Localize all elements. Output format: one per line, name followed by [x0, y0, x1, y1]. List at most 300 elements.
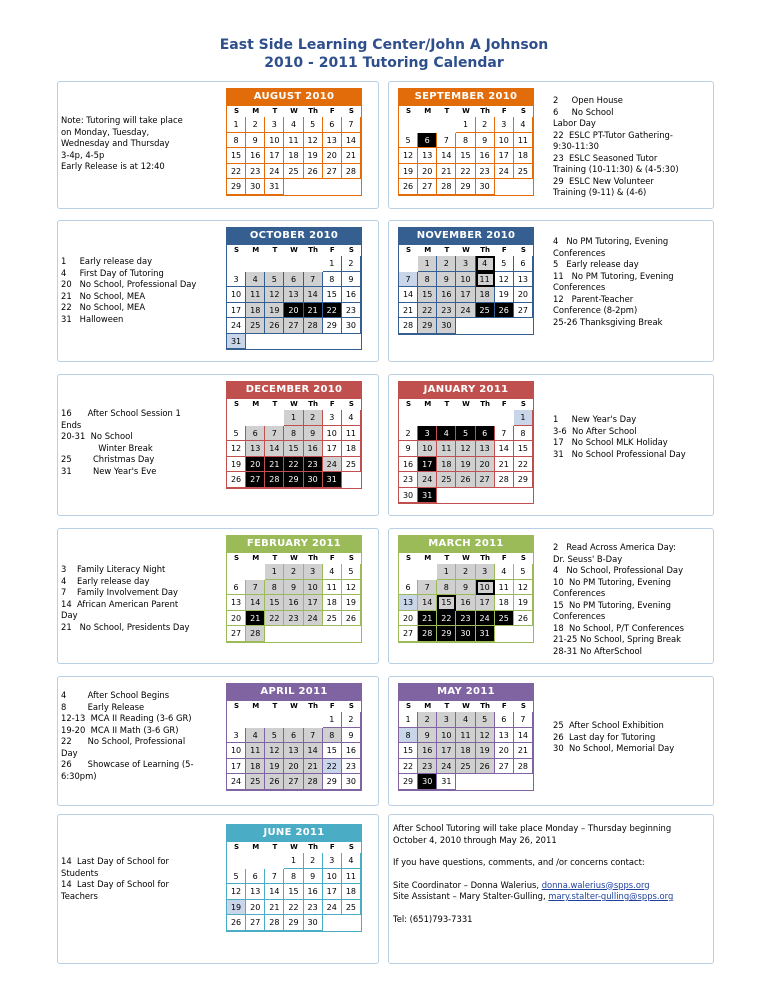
day-cell: 20: [246, 900, 265, 916]
day-cell: 17: [495, 148, 514, 164]
left-event-notes: [61, 564, 189, 633]
weekday-header: S: [348, 702, 354, 710]
day-cell: 24: [476, 611, 495, 627]
weekday-header: Th: [480, 246, 491, 254]
day-cell: 17: [323, 441, 342, 457]
note-line: Training (9-11) & (4-6): [553, 187, 647, 197]
assistant-email-link[interactable]: mary.stalter-gulling@spps.org: [548, 891, 674, 901]
weekday-header: Th: [308, 107, 319, 115]
day-cell: 16: [418, 743, 437, 759]
weekday-header: T: [272, 400, 278, 408]
coordinator-label: Site Coordinator – Donna Walerius,: [393, 879, 542, 890]
empty-day-cell: [456, 318, 475, 334]
day-cell: 17: [304, 595, 323, 611]
day-cell: 9: [476, 133, 495, 149]
empty-day-cell: [265, 410, 284, 426]
note-line: 2 Read Across America Day:: [553, 542, 676, 552]
weekday-header: F: [501, 246, 507, 254]
day-cell: 7: [437, 133, 456, 149]
day-cell: 10: [227, 743, 246, 759]
day-cell: 7: [265, 426, 284, 442]
day-cell: 8: [265, 580, 284, 596]
note-line: 31 Halloween: [61, 313, 124, 324]
day-cell: 27: [246, 472, 265, 488]
day-cell: 25: [437, 472, 456, 488]
empty-day-cell: [246, 712, 265, 728]
coordinator-email-link[interactable]: donna.walerius@spps.org: [541, 879, 650, 890]
day-cell: 22: [418, 303, 437, 319]
day-cell: 11: [342, 869, 361, 885]
empty-day-cell: [265, 712, 284, 728]
day-cell: 10: [418, 441, 437, 457]
empty-day-cell: [342, 179, 361, 195]
day-cell: 20: [418, 164, 437, 180]
day-cell: 26: [456, 472, 475, 488]
day-cell: 17: [437, 743, 456, 759]
day-cell: 7: [514, 712, 533, 728]
day-cell: 7: [265, 869, 284, 885]
day-cell: 4: [437, 426, 456, 442]
day-cell: 21: [246, 611, 265, 627]
left-day-grid: [226, 553, 362, 643]
note-line: 14 Last Day of School for: [61, 856, 170, 866]
day-cell: 4: [246, 728, 265, 744]
day-cell: 21: [418, 611, 437, 627]
day-cell: 23: [456, 611, 475, 627]
day-cell: 8: [323, 272, 342, 288]
note-line: 2 Open House: [553, 95, 623, 105]
day-cell: 14: [246, 595, 265, 611]
day-cell: 1: [227, 117, 246, 133]
left-day-grid: [226, 245, 362, 350]
day-cell: 15: [437, 595, 456, 611]
day-cell: 26: [399, 179, 418, 195]
note-line: 19-20 MCA II Math (3-6 GR): [61, 724, 179, 735]
weekday-header: S: [520, 554, 526, 562]
note-line: 26 Last day for Tutoring: [553, 731, 656, 742]
page-subtitle: 2010 - 2011 Tutoring Calendar: [264, 55, 504, 71]
right-month-title: MARCH 2011: [398, 535, 534, 553]
weekday-header: S: [520, 107, 526, 115]
day-cell: 23: [304, 457, 323, 473]
right-event-notes: [553, 414, 686, 460]
day-cell: 6: [227, 580, 246, 596]
empty-day-cell: [265, 853, 284, 869]
day-cell: 5: [227, 426, 246, 442]
day-cell: 25: [246, 318, 265, 334]
right-calendar: [398, 227, 534, 335]
day-cell: 5: [476, 712, 495, 728]
day-cell: 22: [284, 900, 303, 916]
note-line: 1 Early release day: [61, 256, 153, 266]
empty-day-cell: [304, 334, 323, 350]
weekday-header: M: [424, 702, 432, 710]
note-line: 21-25 No School, Spring Break: [553, 634, 682, 644]
day-cell: 23: [284, 611, 303, 627]
day-cell: 25: [495, 611, 514, 627]
day-cell: 24: [304, 611, 323, 627]
empty-day-cell: [227, 410, 246, 426]
weekday-header: W: [290, 843, 298, 851]
right-event-notes: [553, 236, 674, 328]
day-cell: 13: [284, 743, 303, 759]
empty-day-cell: [304, 712, 323, 728]
day-cell: 10: [456, 272, 475, 288]
day-cell: 13: [418, 148, 437, 164]
weekday-header: S: [406, 554, 412, 562]
day-cell: 31: [437, 774, 456, 790]
note-line: 4 After School Begins: [61, 690, 170, 700]
day-cell: 9: [418, 728, 437, 744]
day-cell: 21: [399, 303, 418, 319]
day-cell: 24: [456, 303, 475, 319]
day-cell: 27: [495, 759, 514, 775]
empty-day-cell: [495, 410, 514, 426]
weekday-header: F: [501, 554, 507, 562]
weekday-header: F: [501, 400, 507, 408]
day-cell: 25: [342, 900, 361, 916]
note-line: on Monday, Tuesday,: [61, 126, 150, 137]
note-line: 25 Christmas Day: [61, 454, 155, 464]
day-cell: 26: [495, 303, 514, 319]
day-cell: 6: [323, 117, 342, 133]
day-cell: 4: [246, 272, 265, 288]
day-cell: 28: [304, 774, 323, 790]
weekday-header: S: [234, 843, 240, 851]
day-cell: 18: [246, 759, 265, 775]
empty-day-cell: [246, 410, 265, 426]
day-cell: 31: [323, 472, 342, 488]
day-cell: 7: [418, 580, 437, 596]
day-cell: 13: [399, 595, 418, 611]
note-line: Training (10-11:30) & (4-5:30): [553, 164, 679, 174]
right-event-notes: [553, 720, 674, 755]
day-cell: 7: [495, 426, 514, 442]
weekday-header: M: [252, 702, 260, 710]
day-cell: 22: [437, 611, 456, 627]
day-cell: 27: [418, 179, 437, 195]
weekday-header: M: [424, 246, 432, 254]
day-cell: 11: [456, 728, 475, 744]
day-cell: 8: [323, 728, 342, 744]
day-cell: 29: [284, 472, 303, 488]
weekday-header: W: [290, 246, 298, 254]
day-cell: 12: [227, 884, 246, 900]
day-cell: 17: [265, 148, 284, 164]
day-cell: 20: [399, 611, 418, 627]
day-cell: 12: [227, 441, 246, 457]
day-cell: 16: [342, 743, 361, 759]
weekday-header: F: [329, 107, 335, 115]
weekday-header: T: [272, 843, 278, 851]
day-cell: 30: [304, 915, 323, 931]
empty-day-cell: [304, 256, 323, 272]
empty-day-cell: [514, 774, 533, 790]
day-cell: 10: [323, 869, 342, 885]
day-cell: 11: [246, 743, 265, 759]
note-line: 14 African American Parent: [61, 598, 179, 609]
weekday-header: S: [348, 843, 354, 851]
left-event-notes: [61, 256, 196, 325]
weekday-header: T: [272, 702, 278, 710]
empty-day-cell: [227, 564, 246, 580]
left-calendar: [226, 227, 362, 350]
empty-day-cell: [265, 256, 284, 272]
day-cell: 9: [342, 272, 361, 288]
note-line: Winter Break: [61, 442, 153, 453]
day-cell: 1: [323, 712, 342, 728]
day-cell: 15: [227, 148, 246, 164]
june-day-grid: [226, 842, 362, 932]
day-cell: 21: [304, 759, 323, 775]
empty-day-cell: [456, 774, 475, 790]
weekday-header: Th: [480, 702, 491, 710]
day-cell: 6: [495, 712, 514, 728]
note-line: 8 Early Release: [61, 701, 145, 712]
day-cell: 2: [304, 410, 323, 426]
day-cell: 21: [265, 457, 284, 473]
day-cell: 10: [265, 133, 284, 149]
day-cell: 22: [265, 611, 284, 627]
empty-day-cell: [399, 117, 418, 133]
day-cell: 19: [265, 759, 284, 775]
note-line: Wednesday and Thursday: [61, 138, 170, 148]
empty-day-cell: [323, 915, 342, 931]
note-line: Note: Tutoring will take place: [61, 115, 183, 125]
left-event-notes: [61, 690, 194, 782]
empty-day-cell: [437, 117, 456, 133]
day-cell: 18: [456, 743, 475, 759]
day-cell: 23: [342, 303, 361, 319]
day-cell: 16: [342, 287, 361, 303]
note-line: Dr. Seuss' B-Day: [553, 553, 623, 564]
note-line: 3 Family Literacy Night: [61, 564, 166, 574]
day-cell: 19: [399, 164, 418, 180]
day-cell: 2: [304, 853, 323, 869]
weekday-header: F: [501, 702, 507, 710]
day-cell: 27: [284, 318, 303, 334]
empty-day-cell: [284, 179, 303, 195]
weekday-header: M: [424, 400, 432, 408]
day-cell: 27: [246, 915, 265, 931]
left-month-title: OCTOBER 2010: [226, 227, 362, 245]
weekday-header: Th: [308, 400, 319, 408]
day-cell: 5: [399, 133, 418, 149]
day-cell: 22: [323, 303, 342, 319]
weekday-header: T: [272, 554, 278, 562]
note-line: Conferences: [553, 588, 606, 598]
day-cell: 3: [495, 117, 514, 133]
day-cell: 4: [342, 853, 361, 869]
note-line: 11 No PM Tutoring, Evening: [553, 270, 674, 281]
empty-day-cell: [246, 256, 265, 272]
day-cell: 9: [342, 728, 361, 744]
empty-day-cell: [342, 915, 361, 931]
weekday-header: S: [348, 246, 354, 254]
day-cell: 5: [227, 869, 246, 885]
day-cell: 3: [227, 272, 246, 288]
empty-day-cell: [495, 318, 514, 334]
day-cell: 1: [437, 564, 456, 580]
note-line: 9:30-11:30: [553, 141, 599, 151]
empty-day-cell: [476, 488, 495, 504]
day-cell: 23: [437, 303, 456, 319]
empty-day-cell: [399, 410, 418, 426]
day-cell: 12: [456, 441, 475, 457]
weekday-header: S: [348, 107, 354, 115]
weekday-header: W: [462, 246, 470, 254]
day-cell: 20: [495, 743, 514, 759]
left-event-notes: [61, 408, 181, 477]
day-cell: 18: [342, 884, 361, 900]
day-cell: 19: [514, 595, 533, 611]
day-cell: 21: [437, 164, 456, 180]
day-cell: 13: [227, 595, 246, 611]
day-cell: 30: [342, 318, 361, 334]
day-cell: 3: [456, 256, 475, 272]
day-cell: 25: [514, 164, 533, 180]
day-cell: 18: [246, 303, 265, 319]
day-cell: 9: [246, 133, 265, 149]
empty-day-cell: [227, 853, 246, 869]
note-line: 3-4p, 4-5p: [61, 149, 105, 160]
note-line: Early Release is at 12:40: [61, 161, 165, 171]
right-calendar: [398, 535, 534, 643]
empty-day-cell: [399, 564, 418, 580]
day-cell: 20: [323, 148, 342, 164]
day-cell: 3: [418, 426, 437, 442]
day-cell: 16: [246, 148, 265, 164]
weekday-header: T: [444, 554, 450, 562]
empty-day-cell: [514, 626, 533, 642]
day-cell: 2: [476, 117, 495, 133]
day-cell: 2: [342, 256, 361, 272]
note-line: 16 After School Session 1: [61, 408, 181, 418]
day-cell: 4: [342, 410, 361, 426]
day-cell: 3: [476, 564, 495, 580]
day-cell: 22: [323, 759, 342, 775]
right-month-title: MAY 2011: [398, 683, 534, 701]
day-cell: 13: [476, 441, 495, 457]
empty-day-cell: [227, 712, 246, 728]
right-day-grid: [398, 106, 534, 196]
day-cell: 11: [514, 133, 533, 149]
note-line: 31 No School Professional Day: [553, 448, 686, 459]
note-line: 20 No School, Professional Day: [61, 279, 197, 289]
page-title: East Side Learning Center/John A Johnson: [219, 37, 549, 53]
weekday-header: W: [462, 554, 470, 562]
empty-day-cell: [323, 334, 342, 350]
right-day-grid: [398, 245, 534, 335]
note-line: 23 ESLC Seasoned Tutor: [553, 152, 658, 163]
day-cell: 13: [514, 272, 533, 288]
day-cell: 13: [284, 287, 303, 303]
day-cell: 23: [399, 472, 418, 488]
weekday-header: T: [272, 107, 278, 115]
day-cell: 24: [323, 900, 342, 916]
note-line: 29 ESLC New Volunteer: [553, 175, 654, 186]
day-cell: 26: [227, 472, 246, 488]
day-cell: 25: [284, 164, 303, 180]
day-cell: 22: [514, 457, 533, 473]
day-cell: 1: [514, 410, 533, 426]
day-cell: 24: [418, 472, 437, 488]
weekday-header: M: [252, 246, 260, 254]
day-cell: 12: [304, 133, 323, 149]
day-cell: 18: [284, 148, 303, 164]
day-cell: 5: [495, 256, 514, 272]
weekday-header: Th: [480, 107, 491, 115]
day-cell: 19: [456, 457, 475, 473]
day-cell: 27: [323, 164, 342, 180]
empty-day-cell: [342, 334, 361, 350]
coordinator-contact: [393, 880, 711, 892]
day-cell: 28: [514, 759, 533, 775]
weekday-header: S: [406, 400, 412, 408]
day-cell: 8: [284, 426, 303, 442]
right-month-title: SEPTEMBER 2010: [398, 88, 534, 106]
day-cell: 25: [456, 759, 475, 775]
day-cell: 20: [246, 457, 265, 473]
empty-day-cell: [456, 488, 475, 504]
day-cell: 14: [304, 743, 323, 759]
day-cell: 30: [304, 472, 323, 488]
empty-day-cell: [418, 410, 437, 426]
day-cell: 8: [418, 272, 437, 288]
day-cell: 16: [476, 148, 495, 164]
day-cell: 16: [284, 595, 303, 611]
day-cell: 31: [418, 488, 437, 504]
day-cell: 10: [304, 580, 323, 596]
day-cell: 23: [418, 759, 437, 775]
note-line: 5 Early release day: [553, 259, 639, 269]
day-cell: 18: [514, 148, 533, 164]
day-cell: 27: [476, 472, 495, 488]
day-cell: 30: [476, 179, 495, 195]
empty-day-cell: [418, 117, 437, 133]
weekday-header: S: [520, 702, 526, 710]
weekday-header: M: [252, 843, 260, 851]
weekday-header: S: [234, 702, 240, 710]
day-cell: 28: [399, 318, 418, 334]
day-cell: 26: [514, 611, 533, 627]
june-event-notes: [61, 856, 169, 902]
left-month-title: DECEMBER 2010: [226, 381, 362, 399]
day-cell: 30: [456, 626, 475, 642]
day-cell: 17: [227, 303, 246, 319]
day-cell: 30: [418, 774, 437, 790]
day-cell: 28: [265, 915, 284, 931]
day-cell: 28: [304, 318, 323, 334]
day-cell: 22: [399, 759, 418, 775]
day-cell: 5: [514, 564, 533, 580]
day-cell: 11: [284, 133, 303, 149]
day-cell: 20: [284, 759, 303, 775]
empty-day-cell: [418, 564, 437, 580]
day-cell: 25: [246, 774, 265, 790]
day-cell: 17: [456, 287, 475, 303]
note-line: Conferences: [553, 282, 606, 292]
day-cell: 20: [284, 303, 303, 319]
weekday-header: Th: [308, 843, 319, 851]
day-cell: 18: [342, 441, 361, 457]
day-cell: 1: [418, 256, 437, 272]
day-cell: 12: [476, 728, 495, 744]
empty-day-cell: [246, 334, 265, 350]
day-cell: 9: [304, 869, 323, 885]
day-cell: 29: [284, 915, 303, 931]
note-line: 4 No School, Professional Day: [553, 565, 684, 575]
